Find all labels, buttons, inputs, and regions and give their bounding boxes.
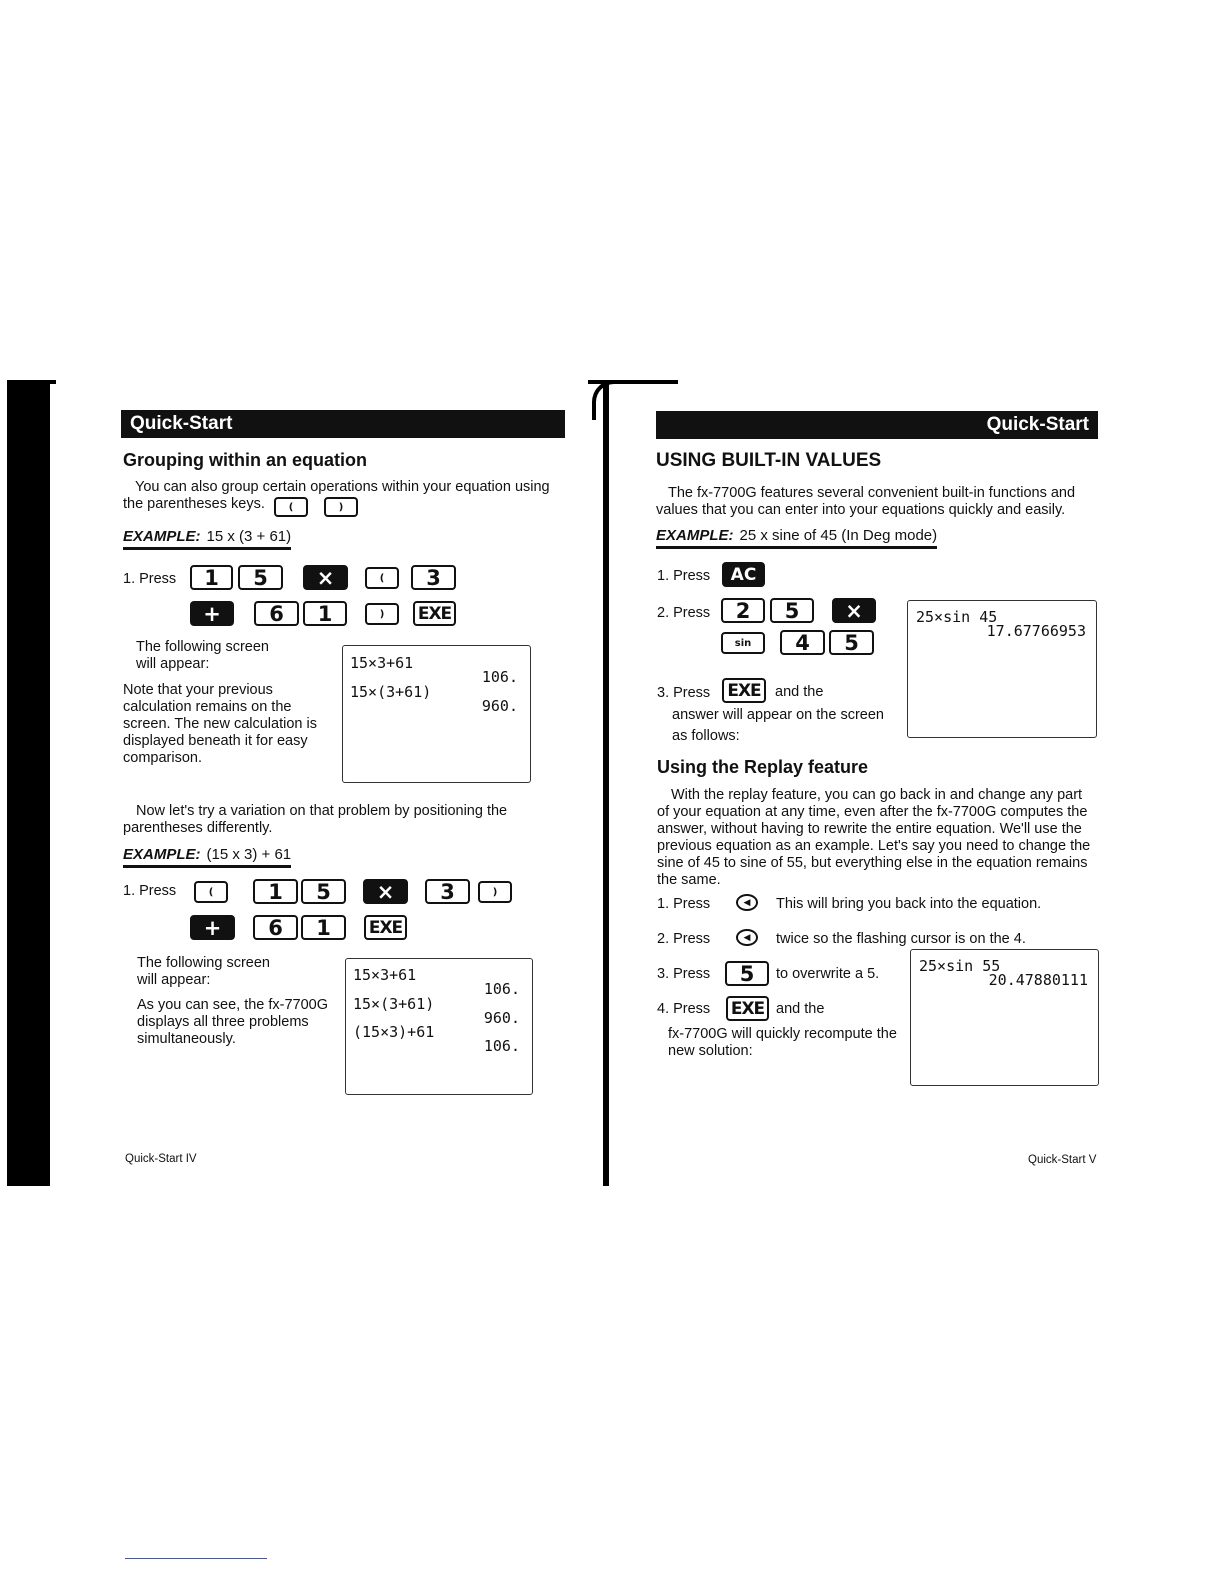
key-3-2: 3: [425, 879, 470, 904]
example2-label: EXAMPLE:: [123, 846, 201, 863]
left-screen-caption-2: The following screen will appear:: [137, 955, 270, 988]
calc-screen-4: [910, 949, 1099, 1086]
key-rparen-2: ): [478, 881, 512, 903]
key-1b: 1: [303, 601, 347, 626]
screen2-result3: 106.: [483, 1037, 520, 1055]
example2: [123, 846, 291, 868]
key-5: 5: [238, 565, 283, 590]
screen2-result1: 106.: [483, 980, 520, 998]
right-step1-label: 1. Press: [657, 568, 711, 584]
screen2-line3: (15×3)+61: [353, 1023, 435, 1041]
screen2-result2: 960.: [483, 1009, 520, 1027]
calc-screen-3: [907, 600, 1097, 738]
left-screen-caption: The following screen will appear:: [136, 639, 269, 672]
bottom-rule: [125, 1558, 267, 1559]
key-exe-r: EXE: [722, 678, 766, 703]
left-footer: Quick-Start IV: [125, 1153, 197, 1165]
key-exe: EXE: [413, 601, 456, 626]
lparen-key: (: [274, 497, 308, 517]
key-rparen: ): [365, 603, 399, 625]
left-intro: You can also group certain operations within your equation using the parentheses keys.: [123, 479, 550, 512]
key-6-2: 6: [253, 915, 298, 940]
key-lparen: (: [365, 567, 399, 589]
screen4-result1: 20.47880111: [988, 971, 1088, 989]
key-times-2: ×: [363, 879, 408, 904]
key-1-2: 1: [253, 879, 298, 904]
replay-step4-label: 4. Press: [657, 1001, 711, 1017]
left-note: Note that your previous calculation remains on the screen. The new calculation is displayed beneath it for easy comparison.: [123, 682, 317, 766]
key-times-r: ×: [832, 598, 876, 623]
key-lparen-2: (: [194, 881, 228, 903]
screen1-line1: 15×3+61: [350, 654, 414, 672]
replay-left-icon: ◀: [736, 894, 758, 911]
replay-step4-text: and the: [776, 1001, 825, 1017]
replay-step3-text: to overwrite a 5.: [776, 966, 880, 982]
key-plus-2: +: [190, 915, 235, 940]
left-page-edge: [7, 380, 50, 1186]
key-5-r: 5: [770, 598, 814, 623]
right-step2-label: 2. Press: [657, 605, 711, 621]
right-example-expr: 25 x sine of 45 (In Deg mode): [739, 527, 938, 544]
key-exe-replay: EXE: [726, 996, 769, 1021]
replay-step3-label: 3. Press: [657, 966, 711, 982]
right-banner: Quick-Start: [656, 411, 1098, 439]
key-5-replay: 5: [725, 961, 769, 986]
key-5-2: 5: [301, 879, 346, 904]
key-4: 4: [780, 630, 825, 655]
calc-screen-1: [342, 645, 531, 783]
example1-expr: 15 x (3 + 61): [206, 528, 292, 545]
left-step1-label: 1. Press: [123, 571, 177, 587]
key-3: 3: [411, 565, 456, 590]
variation-text: Now let's try a variation on that problem by positioning the parentheses differently.: [123, 803, 508, 836]
key-ac: AC: [722, 562, 765, 587]
right-intro: The fx-7700G features several convenient built-in functions and values that you can enter into your equations quickly and easily.: [656, 485, 1076, 518]
replay-step1-label: 1. Press: [657, 896, 711, 912]
key-1b-2: 1: [301, 915, 346, 940]
key-sin: sin: [721, 632, 765, 654]
right-step3-label: 3. Press: [657, 685, 711, 701]
key-5-r2: 5: [829, 630, 874, 655]
left-note-2: As you can see, the fx-7700G displays all three problems simultaneously.: [137, 997, 329, 1047]
example2-expr: (15 x 3) + 61: [206, 846, 292, 863]
rparen-key: ): [324, 497, 358, 517]
example1: [123, 528, 291, 550]
right-example: [656, 527, 937, 549]
screen3-line1: 25×sin 45: [916, 608, 998, 626]
replay-heading: Using the Replay feature: [657, 757, 869, 777]
screen4-line1: 25×sin 55: [919, 957, 1001, 975]
replay-left-icon-2: ◀: [736, 929, 758, 946]
right-example-label: EXAMPLE:: [656, 527, 734, 544]
screen3-result1: 17.67766953: [986, 622, 1086, 640]
key-times: ×: [303, 565, 348, 590]
replay-step2-label: 2. Press: [657, 931, 711, 947]
screen2-line2: 15×(3+61): [353, 995, 435, 1013]
replay-step2-text: twice so the flashing cursor is on the 4.: [776, 931, 1026, 947]
example1-label: EXAMPLE:: [123, 528, 201, 545]
right-footer: Quick-Start V: [1028, 1154, 1097, 1166]
replay-step1-text: This will bring you back into the equation.: [776, 896, 1042, 912]
book-spine: [603, 380, 609, 1186]
screen1-line2: 15×(3+61): [350, 683, 432, 701]
key-2: 2: [721, 598, 765, 623]
right-heading: USING BUILT-IN VALUES: [656, 450, 882, 471]
left-heading: Grouping within an equation: [123, 450, 367, 470]
left-step1b-label: 1. Press: [123, 883, 177, 899]
key-exe-2: EXE: [364, 915, 407, 940]
screen2-line1: 15×3+61: [353, 966, 417, 984]
screen1-result1: 106.: [481, 668, 518, 686]
right-step3-after: and the: [775, 684, 824, 700]
left-banner: Quick-Start: [121, 410, 565, 438]
replay-step4-cont: fx-7700G will quickly recompute the new solution:: [668, 1026, 897, 1059]
key-1: 1: [190, 565, 233, 590]
key-6: 6: [254, 601, 299, 626]
screen1-result2: 960.: [481, 697, 518, 715]
key-plus: +: [190, 601, 234, 626]
left-page-edge-tip: [44, 380, 56, 384]
calc-screen-2: [345, 958, 533, 1095]
replay-intro: With the replay feature, you can go back in and change any part of your equation at any time, even after the fx-7700G computes the answer, without having to rewrite the entire equation. We'll use the previous equation as an example. Let's say you need to change the sine of 45 to sine of 55, but everything else in the equation remains the same.: [657, 787, 1091, 888]
right-step3-cont: answer will appear on the screen as follows:: [672, 707, 884, 744]
